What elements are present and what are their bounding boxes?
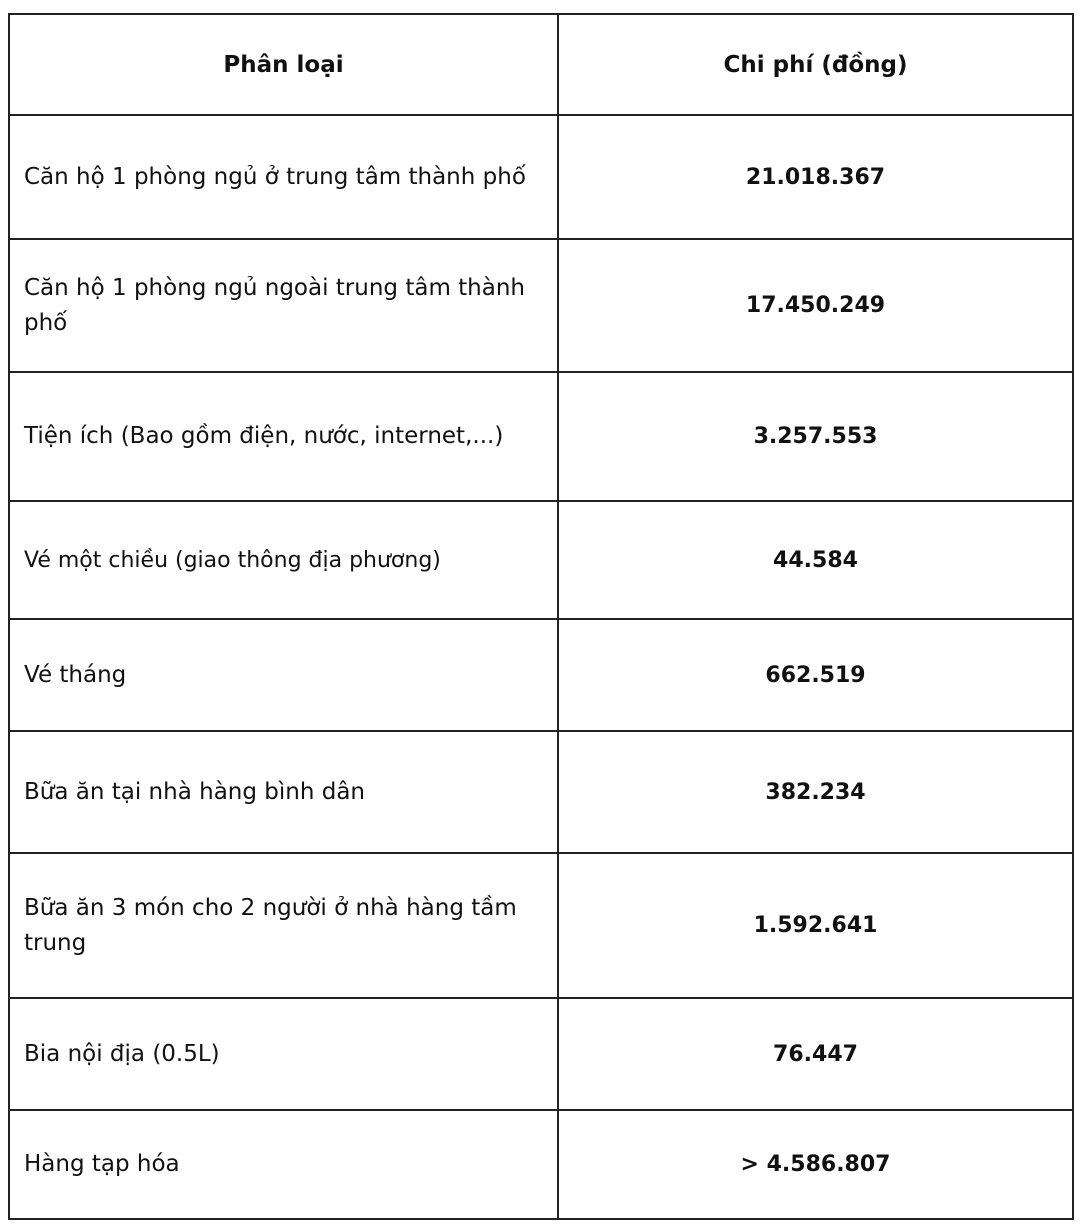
- category-cell: Căn hộ 1 phòng ngủ ngoài trung tâm thành phố: [9, 239, 558, 372]
- cost-cell: > 4.586.807: [558, 1110, 1073, 1219]
- category-cell: Hàng tạp hóa: [9, 1110, 558, 1219]
- table-row: [9, 115, 1073, 239]
- table-row: [9, 619, 1073, 731]
- cost-cell: 44.584: [558, 501, 1073, 619]
- table-row: [9, 731, 1073, 853]
- cost-cell: 3.257.553: [558, 372, 1073, 501]
- category-cell: Bữa ăn tại nhà hàng bình dân: [9, 731, 558, 853]
- cost-table: [8, 13, 1074, 1220]
- category-cell: Bữa ăn 3 món cho 2 người ở nhà hàng tầm trung: [9, 853, 558, 998]
- table-row: [9, 853, 1073, 998]
- table-row: [9, 1110, 1073, 1219]
- category-cell: Tiện ích (Bao gồm điện, nước, internet,...): [9, 372, 558, 501]
- table-row: [9, 239, 1073, 372]
- table-row: [9, 501, 1073, 619]
- category-cell: Bia nội địa (0.5L): [9, 998, 558, 1110]
- table-header-row: [9, 14, 1073, 115]
- category-cell: Căn hộ 1 phòng ngủ ở trung tâm thành phố: [9, 115, 558, 239]
- header-category: Phân loại: [9, 14, 558, 115]
- cost-cell: 1.592.641: [558, 853, 1073, 998]
- cost-cell: 662.519: [558, 619, 1073, 731]
- cost-cell: 21.018.367: [558, 115, 1073, 239]
- header-cost: Chi phí (đồng): [558, 14, 1073, 115]
- category-cell: Vé một chiều (giao thông địa phương): [9, 501, 558, 619]
- cost-cell: 382.234: [558, 731, 1073, 853]
- cost-cell: 76.447: [558, 998, 1073, 1110]
- table-row: [9, 998, 1073, 1110]
- category-cell: Vé tháng: [9, 619, 558, 731]
- table-row: [9, 372, 1073, 501]
- cost-cell: 17.450.249: [558, 239, 1073, 372]
